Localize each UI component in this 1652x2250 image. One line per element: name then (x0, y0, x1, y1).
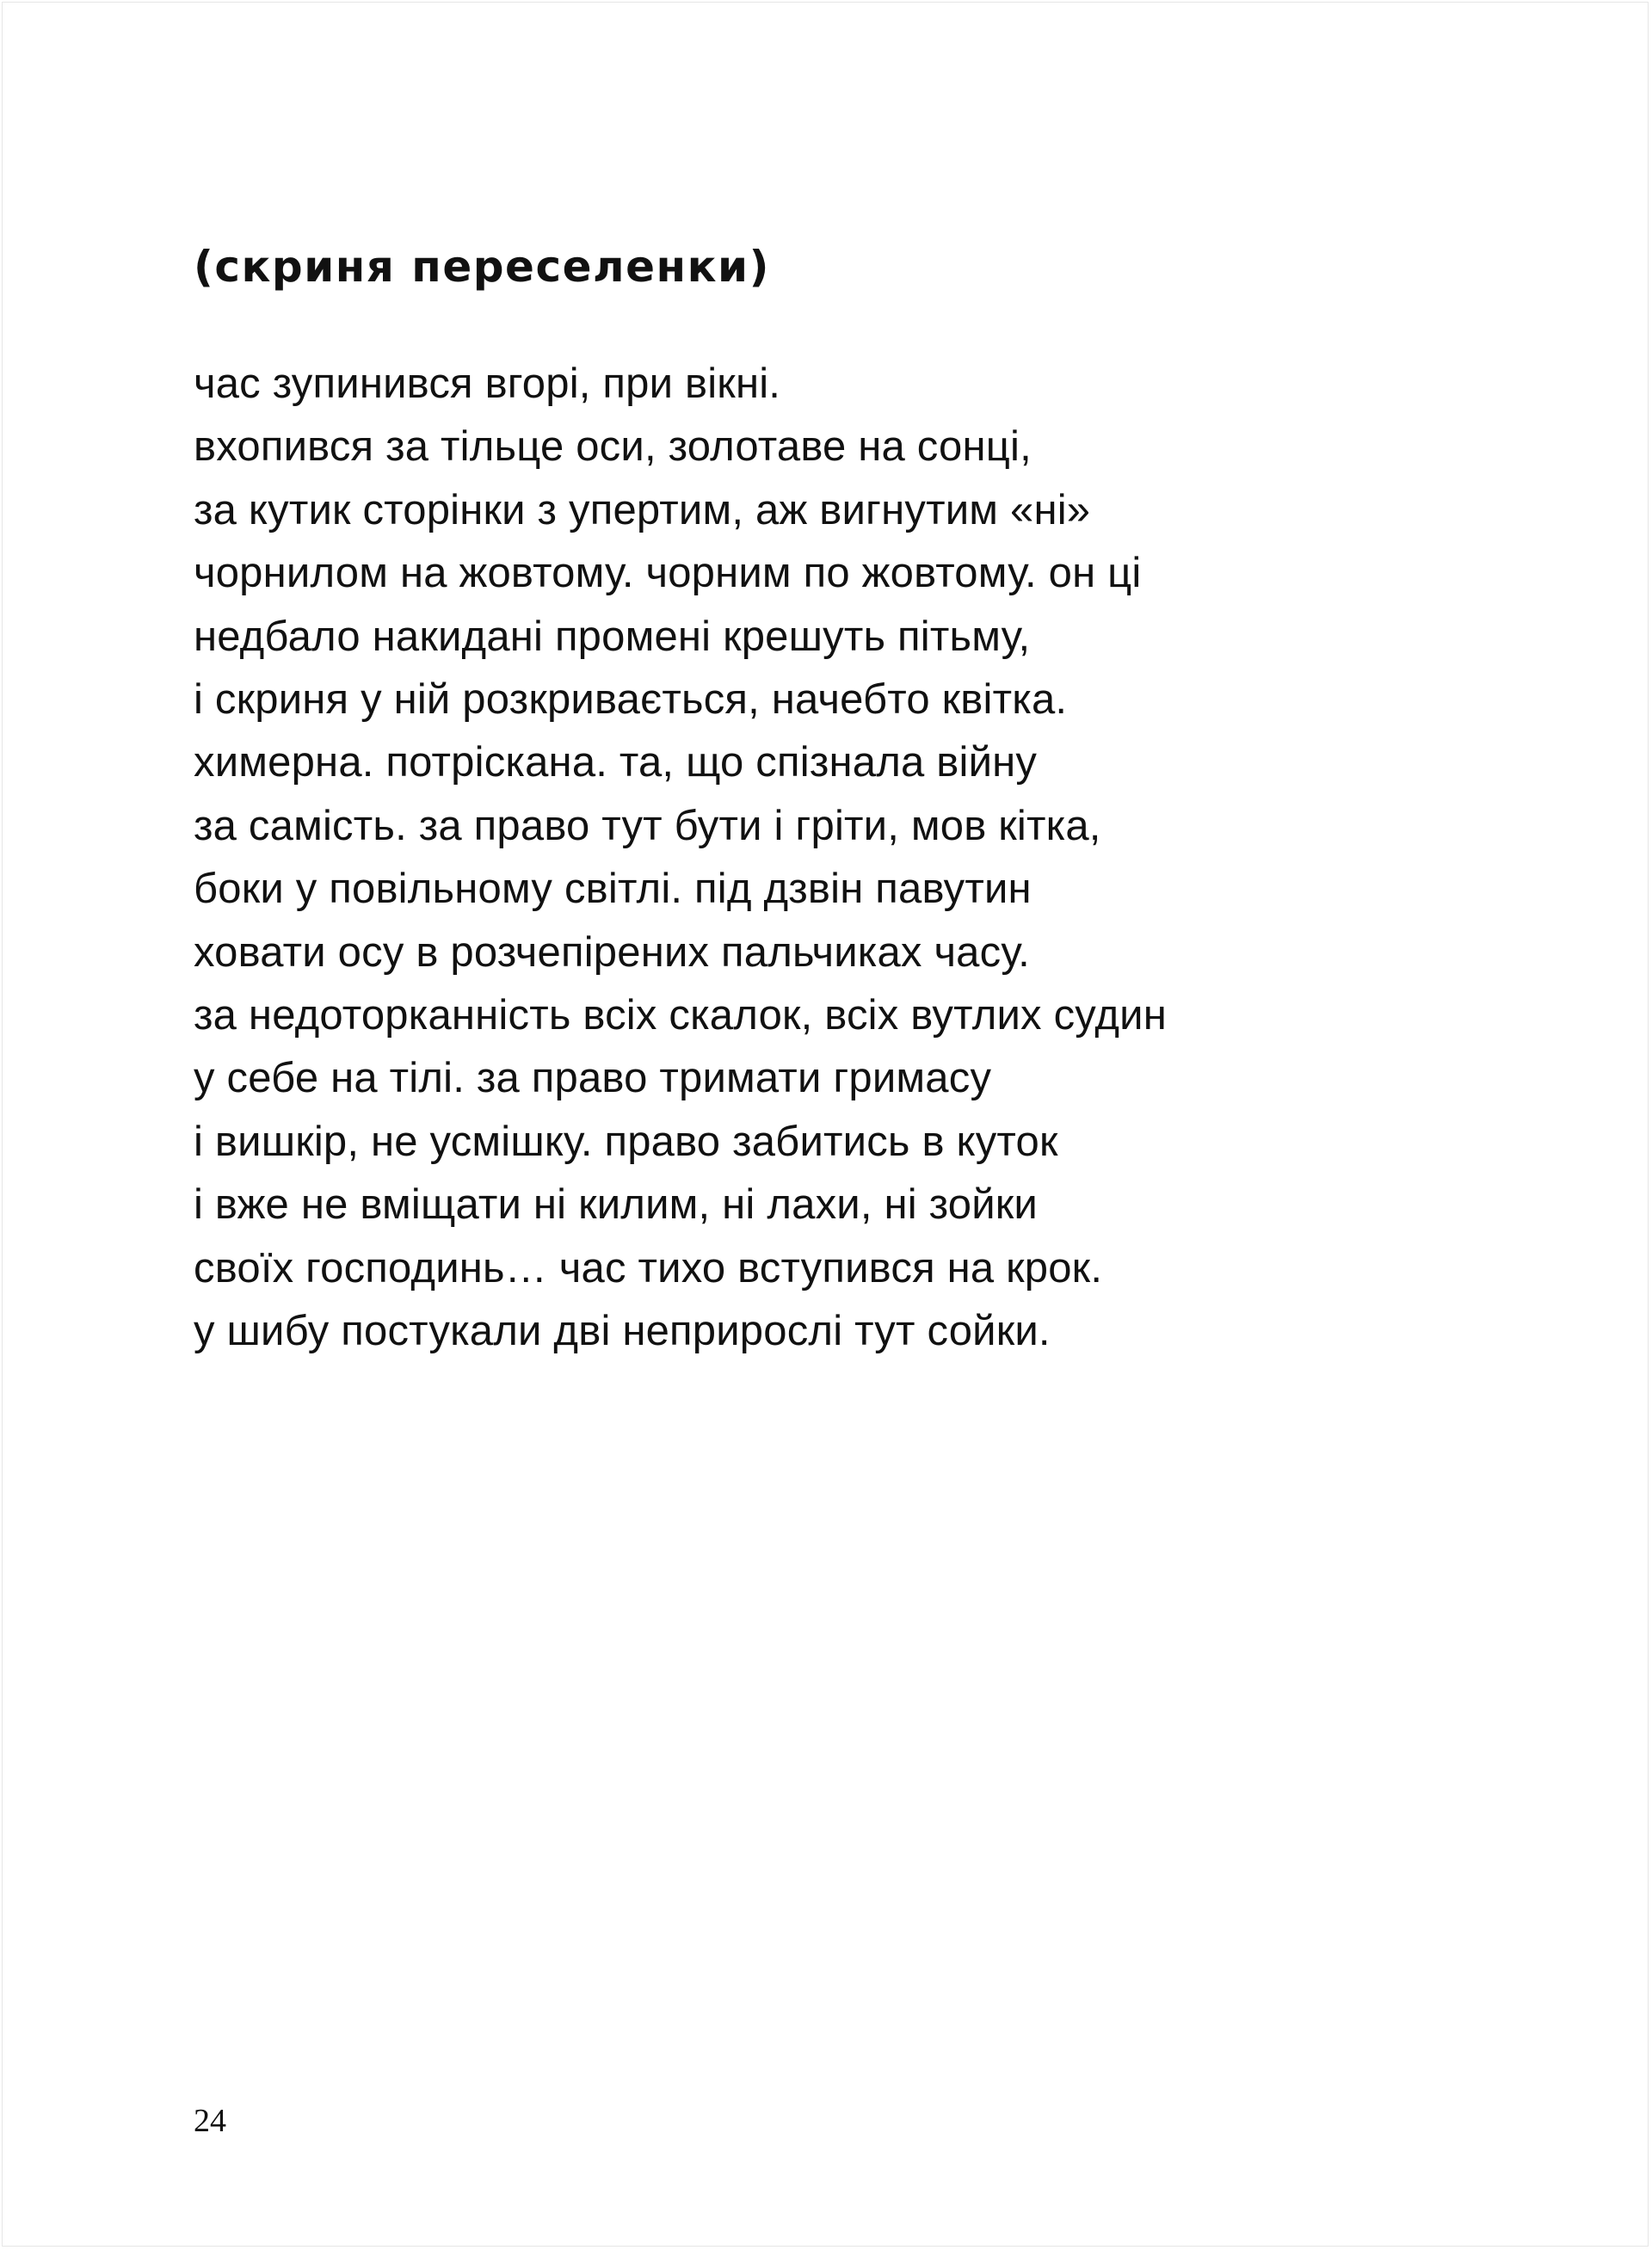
poem-line: час зупинився вгорі, при вікні. (194, 361, 781, 407)
poem-line: чорнилом на жовтому. чорним по жовтому. он ці (194, 550, 1142, 597)
poem-line: у шибу постукали дві неприрослі тут сойки. (194, 1308, 1051, 1355)
poem-line: ховати осу в розчепірених пальчиках часу. (194, 928, 1030, 976)
poem-line: і скриня у ній розкривається, начебто квітка. (194, 676, 1068, 724)
poem-line: недбало накидані промені крешуть пітьму, (194, 613, 1031, 660)
poem-line: у себе на тілі. за право тримати гримасу (194, 1055, 992, 1102)
poem-line: і вже не вміщати ні килим, ні лахи, ні зойки (194, 1181, 1038, 1229)
poem-line: за кутик сторінки з упертим, аж вигнутим «ні» (194, 486, 1091, 533)
poem-line: химерна. потріскана. та, що спізнала війну (194, 739, 1038, 786)
poem-line: і вишкір, не усмішку. право забитись в куток (194, 1118, 1058, 1165)
poem-title: (скриня переселенки) (194, 242, 770, 292)
poem-line: за недоторканність всіх скалок, всіх вутлих судин (194, 992, 1167, 1039)
poem-line: вхопився за тільце оси, золотаве на сонці, (194, 423, 1032, 471)
poem-line: за самість. за право тут бути і гріти, мов кітка, (194, 802, 1101, 849)
page-number: 24 (194, 2103, 226, 2139)
poem-line: боки у повільному світлі. під дзвін павутин (194, 866, 1032, 913)
poem-body (194, 353, 1167, 1364)
poem-line: своїх господинь… час тихо вступився на крок. (194, 1244, 1103, 1291)
